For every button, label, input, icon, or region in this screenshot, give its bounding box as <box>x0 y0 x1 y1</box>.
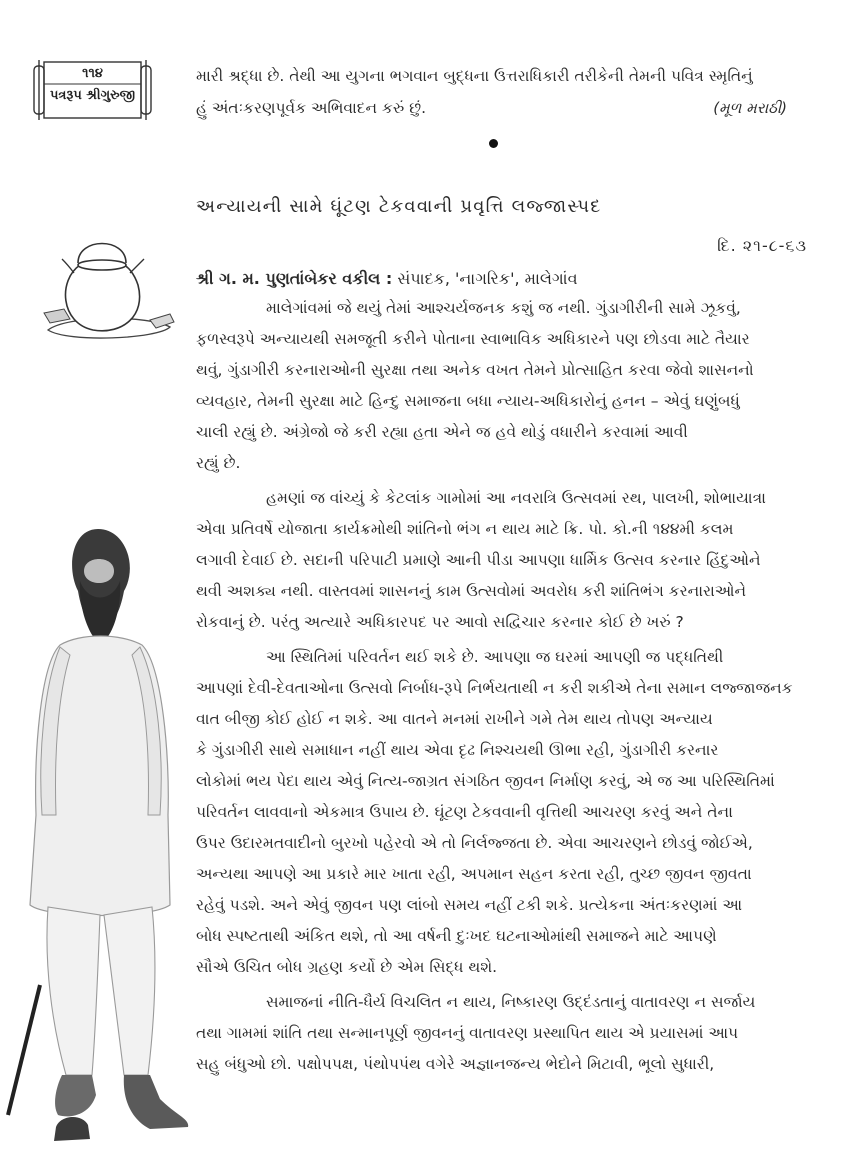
paragraph-1-line: ફળસ્વરૂપે અન્યાયથી સમજૂતી કરીને પોતાના સ્વાભાવિક અધિકારને પણ છોડવા માટે તૈયાર <box>196 330 750 348</box>
source-note: (મૂળ મરાઠી) <box>713 99 787 117</box>
paragraph-2-line: લગાવી દેવાઈ છે. સદાની પરિપાટી પ્રમાણે આની પીડા આપણા ધાર્મિક ઉત્સવ કરનાર હિંદુઓને <box>196 551 761 569</box>
paragraph-1-line: માલેગાંવમાં જે થયું તેમાં આશ્ચર્યજનક કશું જ નથી. ગુંડાગીરીની સામે ઝૂકવું, <box>266 299 741 317</box>
paragraph-2-line: રોકવાનું છે. પરંતુ અત્યારે અધિકારપદ પર આવો સદ્વિચાર કરનાર કોઈ છે ખરું ? <box>196 613 684 631</box>
paragraph-3-line: અન્યથા આપણે આ પ્રકારે માર ખાતા રહી, અપમાન સહન કરતા રહી, તુચ્છ જીવન જીવતા <box>196 865 752 883</box>
person-figure-icon <box>0 515 210 1155</box>
paragraph-3-line: કે ગુંડાગીરી સાથે સમાધાન નહીં થાય એવા દૃઢ નિશ્ચયથી ઊભા રહી, ગુંડાગીરી કરનાર <box>196 741 719 759</box>
letter-heading: અન્યાયની સામે ઘૂંટણ ટેકવવાની પ્રવૃત્તિ લજ્જાસ્પદ <box>196 196 602 217</box>
book-title: પત્રરૂપ શ્રીગુરુજી <box>49 88 136 103</box>
paragraph-4-line: તથા ગામમાં શાંતિ તથા સન્માનપૂર્ણ જીવનનું વાતાવરણ પ્રસ્થાપિત થાય એ પ્રયાસમાં આપ <box>196 1024 739 1042</box>
paragraph-3-line: આ સ્થિતિમાં પરિવર્તન થઈ શકે છે. આપણા જ ઘરમાં આપણી જ પદ્ધતિથી <box>266 648 724 666</box>
paragraph-1-line: વ્યવહાર, તેમની સુરક્ષા માટે હિન્દુ સમાજના બધા ન્યાય-અધિકારોનું હનન – એવું ઘણુંબધું <box>196 392 740 410</box>
paragraph-4-line: સહુ બંધુઓ છો. પક્ષોપપક્ષ, પંથોપપંથ વગેરે અજ્ઞાનજન્ય ભેદોને મિટાવી, ભૂલો સુધારી, <box>196 1055 715 1073</box>
intro-line-2: હું અંતઃકરણપૂર્વક અભિવાદન કરું છું. <box>196 99 427 117</box>
paragraph-1-line: ચાલી રહ્યું છે. અંગ્રેજો જે કરી રહ્યા હતા એને જ હવે થોડું વધારીને કરવામાં આવી <box>196 423 688 441</box>
paragraph-1-line: રહ્યું છે. <box>196 454 241 472</box>
intro-line-1: મારી શ્રદ્ધા છે. તેથી આ યુગના ભગવાન બુદ્ધના ઉત્તરાધિકારી તરીકેની તેમની પવિત્ર સ્મૃતિનું <box>196 67 753 85</box>
letter-addressee <box>196 269 578 289</box>
paragraph-2-line: થવી અશક્ય નથી. વાસ્તવમાં શાસનનું કામ ઉત્સવોમાં અવરોધ કરી શાંતિભંગ કરનારાઓને <box>196 582 747 600</box>
paragraph-3-line: રહેવું પડશે. અને એવું જીવન પણ લાંબો સમય નહીં ટકી શકે. પ્રત્યેકના અંતઃકરણમાં આ <box>196 896 743 914</box>
pot-illustration <box>38 235 178 350</box>
paragraph-3-line: સૌએ ઉચિત બોધ ગ્રહણ કર્યો છે એમ સિદ્ધ થશે. <box>196 958 498 976</box>
pot-icon <box>38 235 178 350</box>
paragraph-3-line: આપણાં દેવી-દેવતાઓના ઉત્સવો નિર્બાધ-રૂપે નિર્ભયતાથી ન કરી શકીએ તેના સમાન લજ્જાજનક <box>196 679 793 697</box>
portrait-illustration <box>0 515 210 1155</box>
paragraph-4-line: સમાજનાં નીતિ-ધૈર્ય વિચલિત ન થાય, નિષ્કારણ ઉદ્દંડતાનું વાતાવરણ ન સર્જાય <box>266 993 756 1011</box>
paragraph-3-line: ઉપર ઉદારમતવાદીનો બુરખો પહેરવો એ તો નિર્લજ્જતા છે. એવા આચરણને છોડવું જોઈએ, <box>196 834 753 852</box>
page-number-scroll <box>30 58 155 122</box>
paragraph-3-line: લોકોમાં ભય પેદા થાય એવું નિત્ય-જાગ્રત સંગઠિત જીવન નિર્માણ કરવું, એ જ આ પરિસ્થિતિમાં <box>196 772 775 790</box>
paragraph-2-line: હમણાં જ વાંચ્યું કે કેટલાંક ગામોમાં આ નવરાત્રિ ઉત્સવમાં રથ, પાલખી, શોભાયાત્રા <box>266 489 766 507</box>
letter-date: દિ. ૨૧-૮-૬૩ <box>717 236 807 255</box>
addressee-name: શ્રી ગ. મ. પુણતાંબેકર વકીલ : <box>196 269 393 288</box>
paragraph-2-line: એવા પ્રતિવર્ષે યોજાતા કાર્યક્રમોથી શાંતિનો ભંગ ન થાય માટે ક્રિ. પો. કો.ની ૧૪૪મી કલમ <box>196 520 734 538</box>
page-number: ૧૧૪ <box>82 66 103 81</box>
paragraph-3-line: વાત બીજી કોઈ હોઈ ન શકે. આ વાતને મનમાં રાખીને ગમે તેમ થાય તોપણ અન્યાય <box>196 710 713 728</box>
section-divider-bullet <box>489 139 498 148</box>
paragraph-1-line: થવું, ગુંડાગીરી કરનારાઓની સુરક્ષા તથા અનેક વખત તેમને પ્રોત્સાહિત કરવા જેવો શાસનનો <box>196 361 754 379</box>
addressee-detail: સંપાદક, 'નાગરિક', માલેગાંવ <box>397 269 578 288</box>
paragraph-3-line: પરિવર્તન લાવવાનો એકમાત્ર ઉપાય છે. ઘૂંટણ ટેકવવાની વૃત્તિથી આચરણ કરવું અને તેના <box>196 803 733 821</box>
paragraph-3-line: બોધ સ્પષ્ટતાથી અંકિત થશે, તો આ વર્ષની દુઃખદ ઘટનાઓમાંથી સમાજને માટે આપણે <box>196 927 717 945</box>
